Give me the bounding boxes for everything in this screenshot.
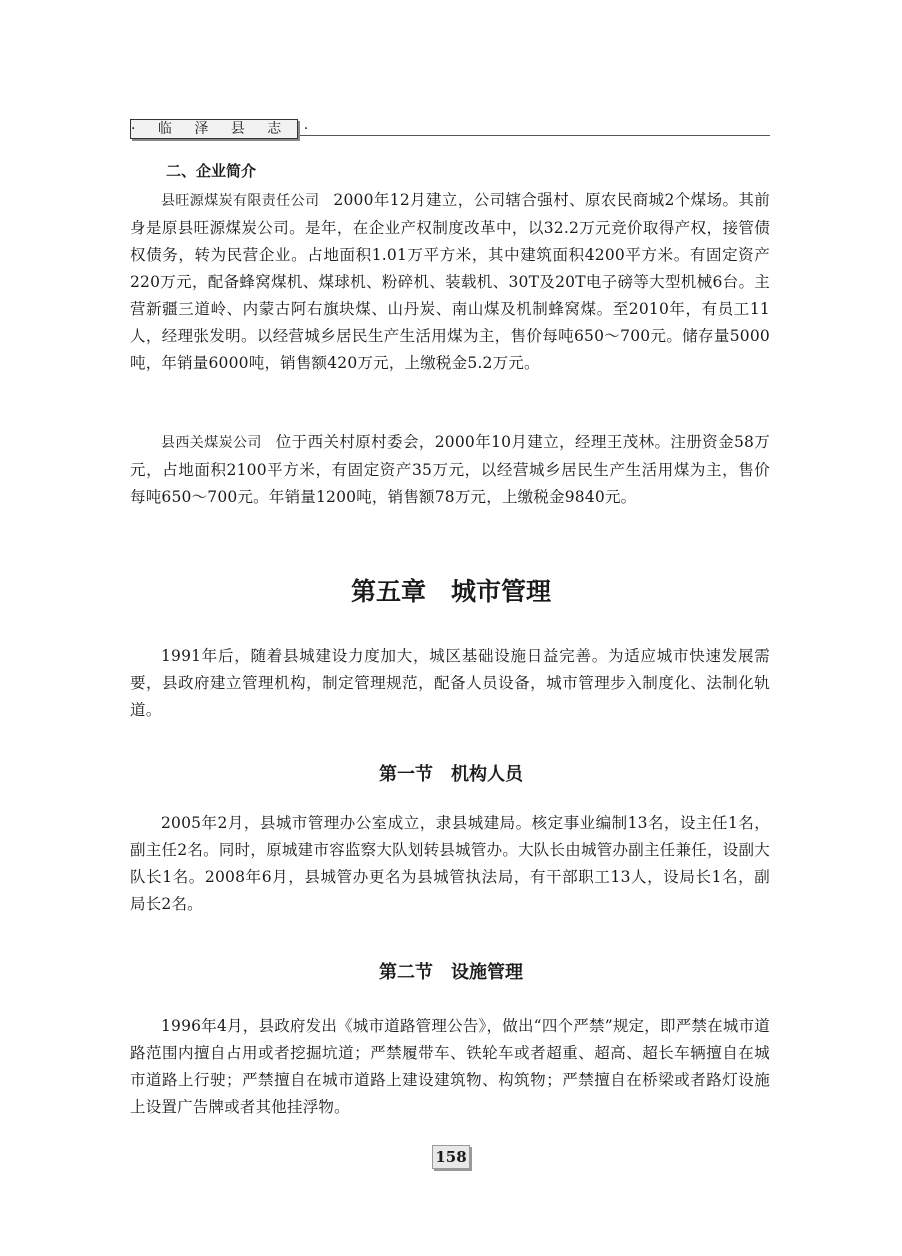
company-2-text: 位于西关村原村委会，2000年10月建立，经理王茂林。注册资金58万元，占地面积2100平方米，有固定资产35万元，以经营城乡居民生产生活用煤为主，售价每吨650～700元。年销量1200吨，销售额78万元，上缴税金9840元。 — [130, 433, 770, 506]
company-1-block — [130, 187, 770, 377]
chapter-title: 第五章 城市管理 — [350, 577, 551, 606]
header-rule — [300, 135, 770, 136]
company-2-paragraph — [130, 429, 770, 511]
section-2-title: 第二节 设施管理 — [379, 962, 523, 983]
section-1-block — [130, 810, 770, 918]
section-2-paragraph: 1996年4月，县政府发出《城市道路管理公告》，做出“四个严禁”规定，即严禁在城市道路范围内擅自占用或者挖掘坑道；严禁履带车、铁轮车或者超重、超高、超长车辆擅自在城市道路上行驶；严禁擅自在城市道路上建设建筑物、构筑物；严禁擅自在桥梁或者路灯设施上设置广告牌或者其他挂浮物。 — [130, 1017, 770, 1116]
running-header — [130, 119, 770, 139]
header-title: · 临 泽 县 志 · — [131, 121, 318, 137]
company-1-paragraph — [130, 187, 770, 377]
company-2-name: 县西关煤炭公司 — [161, 435, 262, 451]
page-number: 158 — [432, 1145, 470, 1169]
section-1-paragraph: 2005年2月，县城市管理办公室成立，隶县城建局。核定事业编制13名，设主任1名，副主任2名。同时，原城建市容监察大队划转县城管办。大队长由城管办副主任兼任，设副大队长1名。2008年6月，县城管办更名为县城管执法局，有干部职工13人，设局长1名，副局长2名。 — [130, 814, 770, 913]
section-2-block — [130, 1013, 770, 1121]
chapter-intro-block — [130, 643, 770, 724]
company-2-block — [130, 429, 770, 511]
chapter-intro: 1991年后，随着县城建设力度加大，城区基础设施日益完善。为适应城市快速发展需要，县政府建立管理机构，制定管理规范，配备人员设备，城市管理步入制度化、法制化轨道。 — [130, 647, 770, 719]
section-1-title: 第一节 机构人员 — [379, 764, 523, 785]
company-1-text: 2000年12月建立，公司辖合强村、原农民商城2个煤场。其前身是原县旺源煤炭公司。是年，在企业产权制度改革中，以32.2万元竞价取得产权，接管债权债务，转为民营企业。占地面积1.01万平方米，其中建筑面积4200平方米。有固定资产220万元，配备蜂窝煤机、煤球机、粉碎机、装载机、30T及20T电子磅等大型机械6台。主营新疆三道岭、内蒙古阿右旗块煤、山丹炭、南山煤及机制蜂窝煤。至2010年，有员工11人，经理张发明。以经营城乡居民生产生活用煤为主，售价每吨650～700元。储存量5000吨，年销量6000吨，销售额420万元，上缴税金5.2万元。 — [130, 191, 770, 372]
section-heading: 二、企业简介 — [166, 162, 257, 180]
company-1-name: 县旺源煤炭有限责任公司 — [161, 193, 320, 209]
